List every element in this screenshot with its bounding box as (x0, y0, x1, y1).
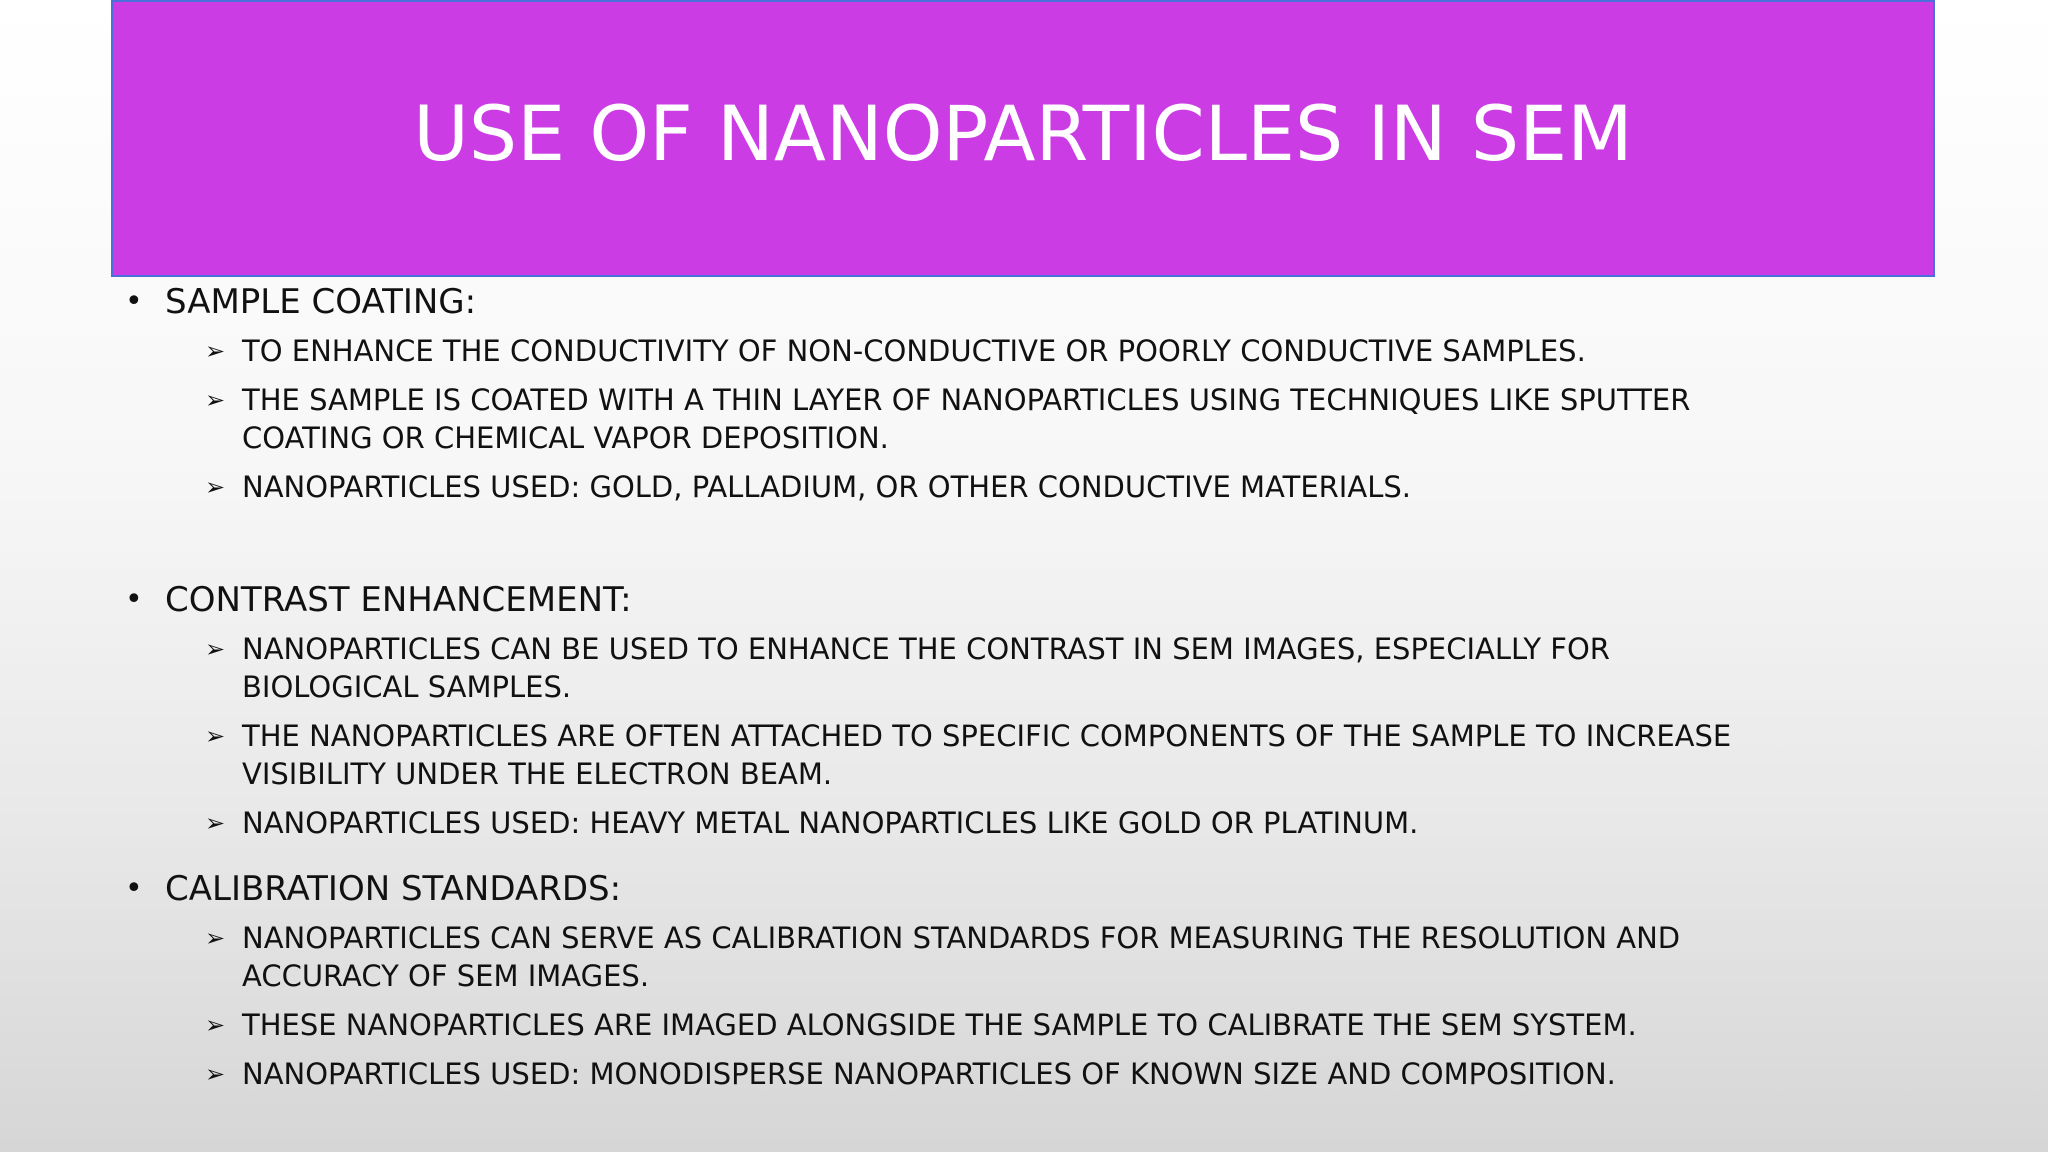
arrow-bullet-icon: ➢ (205, 1060, 226, 1088)
sub-list (125, 332, 1925, 506)
heading-colon: : (464, 282, 477, 322)
list-item (125, 468, 1925, 506)
arrow-bullet-icon: ➢ (205, 1011, 226, 1039)
arrow-bullet-icon: ➢ (205, 386, 226, 414)
sub-list (125, 919, 1925, 1093)
item-line: NANOPARTICLES CAN BE USED TO ENHANCE THE CONTRAST IN SEM IMAGES, ESPECIALLY FOR (242, 632, 1610, 666)
arrow-bullet-icon: ➢ (205, 337, 226, 365)
section-heading (125, 578, 1925, 622)
heading-text: CONTRAST ENHANCEMENT (165, 580, 621, 620)
heading-text: SAMPLE COATING (165, 282, 465, 322)
item-line (242, 1055, 1925, 1093)
list-item (125, 1055, 1925, 1093)
item-line: ACCURACY OF SEM IMAGES. (242, 959, 650, 993)
list-item (125, 1006, 1925, 1044)
item-label: NANOPARTICLES USED (242, 1057, 571, 1091)
item-line: THE NANOPARTICLES ARE OFTEN ATTACHED TO SPECIFIC COMPONENTS OF THE SAMPLE TO INCREASE (242, 719, 1732, 753)
bullet-icon: • (125, 582, 143, 617)
section-calibration-standards (125, 867, 1925, 1093)
item-text: : MONODISPERSE NANOPARTICLES OF KNOWN SIZE AND COMPOSITION. (570, 1057, 1616, 1091)
item-line: VISIBILITY UNDER THE ELECTRON BEAM. (242, 757, 833, 791)
sub-list (125, 630, 1925, 842)
list-item (125, 630, 1925, 706)
heading-text: CALIBRATION STANDARDS (165, 869, 610, 909)
item-text: : HEAVY METAL NANOPARTICLES LIKE GOLD OR PLATINUM. (570, 806, 1419, 840)
item-line: THE SAMPLE IS COATED WITH A THIN LAYER OF NANOPARTICLES USING TECHNIQUES LIKE SPUTTER (242, 383, 1691, 417)
arrow-bullet-icon: ➢ (205, 635, 226, 663)
arrow-bullet-icon: ➢ (205, 809, 226, 837)
section-heading (125, 280, 1925, 324)
heading-colon: : (609, 869, 622, 909)
arrow-bullet-icon: ➢ (205, 722, 226, 750)
item-line: NANOPARTICLES CAN SERVE AS CALIBRATION STANDARDS FOR MEASURING THE RESOLUTION AND (242, 921, 1681, 955)
section-heading (125, 867, 1925, 911)
item-line: TO ENHANCE THE CONDUCTIVITY OF NON-CONDUCTIVE OR POORLY CONDUCTIVE SAMPLES. (242, 334, 1586, 368)
heading-colon: : (620, 580, 632, 620)
arrow-bullet-icon: ➢ (205, 924, 226, 952)
item-line: BIOLOGICAL SAMPLES. (242, 670, 572, 704)
list-item (125, 717, 1925, 793)
slide-title: USE OF NANOPARTICLES IN SEM (413, 89, 1633, 178)
item-line: COATING OR CHEMICAL VAPOR DEPOSITION. (242, 421, 889, 455)
item-line: THESE NANOPARTICLES ARE IMAGED ALONGSIDE THE SAMPLE TO CALIBRATE THE SEM SYSTEM. (242, 1008, 1637, 1042)
item-line (242, 468, 1925, 506)
item-label: NANOPARTICLES USED (242, 470, 571, 504)
arrow-bullet-icon: ➢ (205, 473, 226, 501)
list-item (125, 919, 1925, 995)
list-item (125, 381, 1925, 457)
item-text: : GOLD, PALLADIUM, OR OTHER CONDUCTIVE MATERIALS. (570, 470, 1411, 504)
bullet-icon: • (125, 871, 143, 906)
section-sample-coating (125, 280, 1925, 506)
item-label: NANOPARTICLES USED (242, 806, 571, 840)
section-contrast-enhancement (125, 578, 1925, 842)
list-item (125, 332, 1925, 370)
list-item (125, 804, 1925, 842)
item-line (242, 804, 1925, 842)
bullet-icon: • (125, 284, 143, 319)
